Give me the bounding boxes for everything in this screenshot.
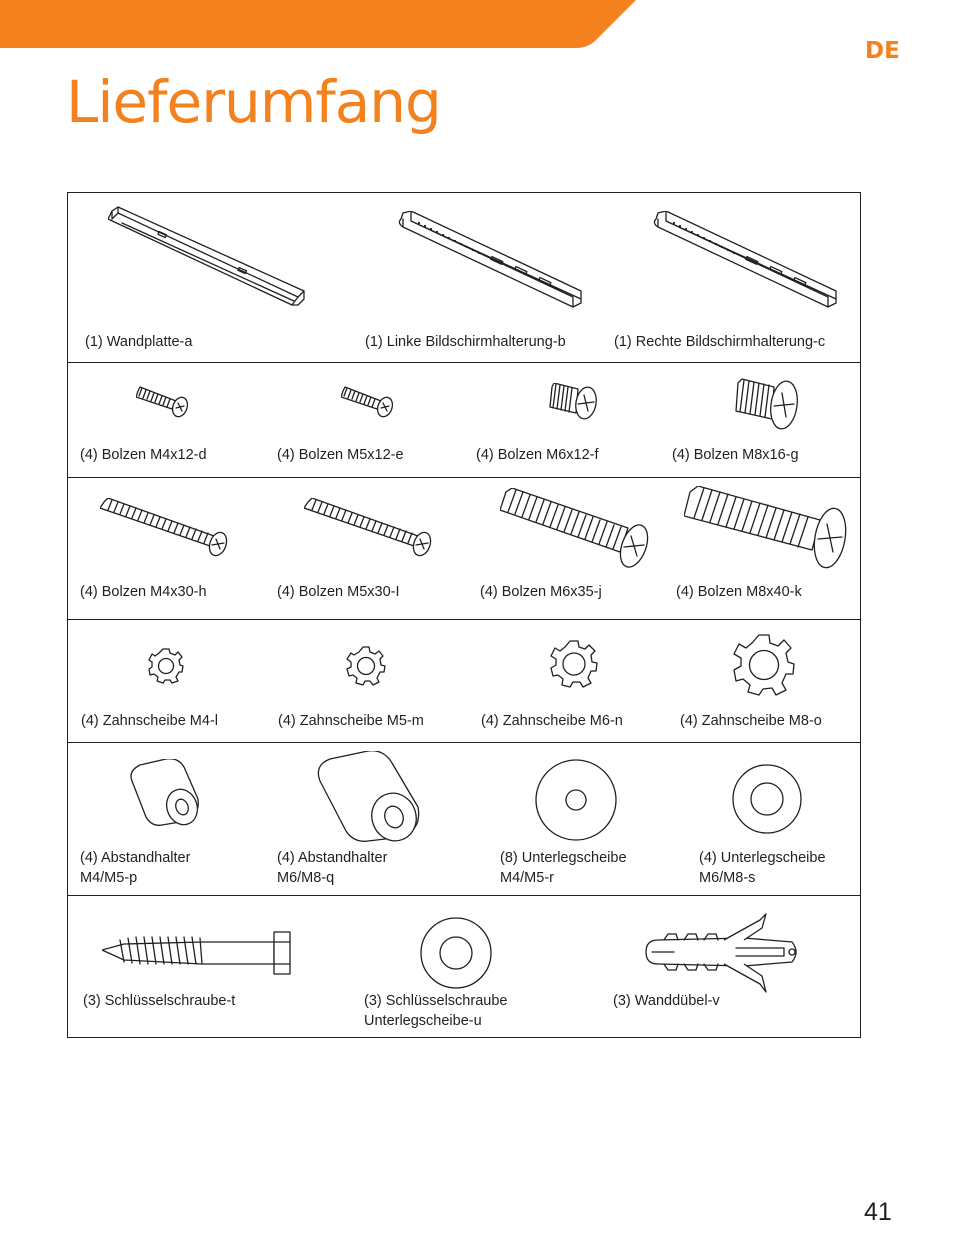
label-line: (4) Abstandhalter [80, 850, 191, 866]
parts-row [68, 620, 860, 743]
label-line: M6/M8-q [277, 870, 335, 886]
page-title: Lieferumfang [66, 68, 441, 136]
parts-row [68, 193, 860, 363]
parts-row [68, 743, 860, 896]
parts-row [68, 896, 860, 1039]
part-label: (4) Bolzen M4x12-d [80, 447, 207, 463]
spacer-icon [314, 751, 422, 843]
bolt-icon [734, 377, 804, 433]
label-line: (8) Unterlegscheibe [500, 850, 627, 866]
part-label: (4) Zahnscheibe M8-o [680, 713, 822, 729]
part-label: (4) Bolzen M8x40-k [676, 584, 802, 600]
part-cell [608, 193, 862, 362]
wall-plate-icon [108, 205, 308, 309]
part-label [500, 848, 627, 888]
parts-row [68, 363, 860, 478]
label-line: Unterlegscheibe-u [364, 1013, 482, 1029]
bolt-icon [136, 385, 192, 421]
parts-table [67, 192, 861, 1038]
part-label: (1) Linke Bildschirmhalterung-b [365, 334, 566, 350]
bolt-icon [341, 385, 397, 421]
washer-icon [731, 763, 803, 835]
washer-icon [419, 916, 493, 990]
part-cell [268, 363, 468, 477]
lock-washer-icon [344, 644, 388, 688]
part-cell [268, 620, 468, 742]
header-banner [0, 0, 640, 48]
part-label: (4) Bolzen M8x16-g [672, 447, 799, 463]
part-label [364, 991, 507, 1031]
lock-washer-icon [731, 632, 797, 698]
long-bolt-icon [684, 486, 850, 574]
part-cell [468, 363, 664, 477]
part-cell [68, 478, 268, 619]
long-bolt-icon [100, 498, 232, 560]
parts-row [68, 478, 860, 620]
part-label: (3) Schlüsselschraube-t [83, 993, 236, 1009]
label-line: (4) Abstandhalter [277, 850, 388, 866]
spacer-icon [128, 759, 202, 827]
label-line: M4/M5-r [500, 870, 554, 886]
part-cell [664, 363, 862, 477]
part-cell [68, 363, 268, 477]
part-label: (4) Zahnscheibe M4-l [81, 713, 218, 729]
part-cell [358, 193, 608, 362]
part-cell [268, 743, 468, 895]
page-number: 41 [864, 1198, 892, 1226]
part-label: (4) Bolzen M5x30-I [277, 584, 400, 600]
left-bracket-icon [395, 211, 585, 309]
part-label: (4) Bolzen M5x12-e [277, 447, 404, 463]
part-label: (4) Zahnscheibe M6-n [481, 713, 623, 729]
part-label: (4) Bolzen M4x30-h [80, 584, 207, 600]
part-cell [68, 193, 358, 362]
language-tag: DE [865, 38, 900, 64]
washer-icon [534, 758, 618, 842]
part-cell [668, 478, 862, 619]
part-label: (4) Bolzen M6x35-j [480, 584, 602, 600]
bolt-icon [548, 383, 604, 425]
part-cell [68, 743, 268, 895]
part-cell [268, 478, 468, 619]
part-label: (4) Bolzen M6x12-f [476, 447, 599, 463]
part-cell [468, 478, 668, 619]
lag-screw-icon [102, 930, 294, 976]
part-cell [668, 620, 862, 742]
lock-washer-icon [548, 638, 600, 690]
part-cell [68, 620, 268, 742]
label-line: (4) Unterlegscheibe [699, 850, 826, 866]
wall-anchor-icon [644, 912, 806, 994]
part-label: (1) Rechte Bildschirmhalterung-c [614, 334, 826, 350]
label-line: (3) Schlüsselschraube [364, 993, 508, 1009]
lock-washer-icon [146, 646, 186, 686]
part-label [699, 848, 826, 888]
part-cell [358, 896, 608, 1039]
long-bolt-icon [304, 498, 436, 560]
part-label [277, 848, 387, 888]
label-line: M4/M5-p [80, 870, 138, 886]
part-cell [468, 620, 668, 742]
part-cell [608, 896, 862, 1039]
label-line: M6/M8-s [699, 870, 756, 886]
part-label: (1) Wandplatte-a [85, 334, 193, 350]
long-bolt-icon [500, 488, 652, 576]
part-label [80, 848, 190, 888]
part-cell [668, 743, 862, 895]
right-bracket-icon [650, 211, 840, 309]
part-cell [68, 896, 358, 1039]
part-label: (3) Wanddübel-v [613, 993, 720, 1009]
part-label: (4) Zahnscheibe M5-m [278, 713, 424, 729]
part-cell [468, 743, 668, 895]
